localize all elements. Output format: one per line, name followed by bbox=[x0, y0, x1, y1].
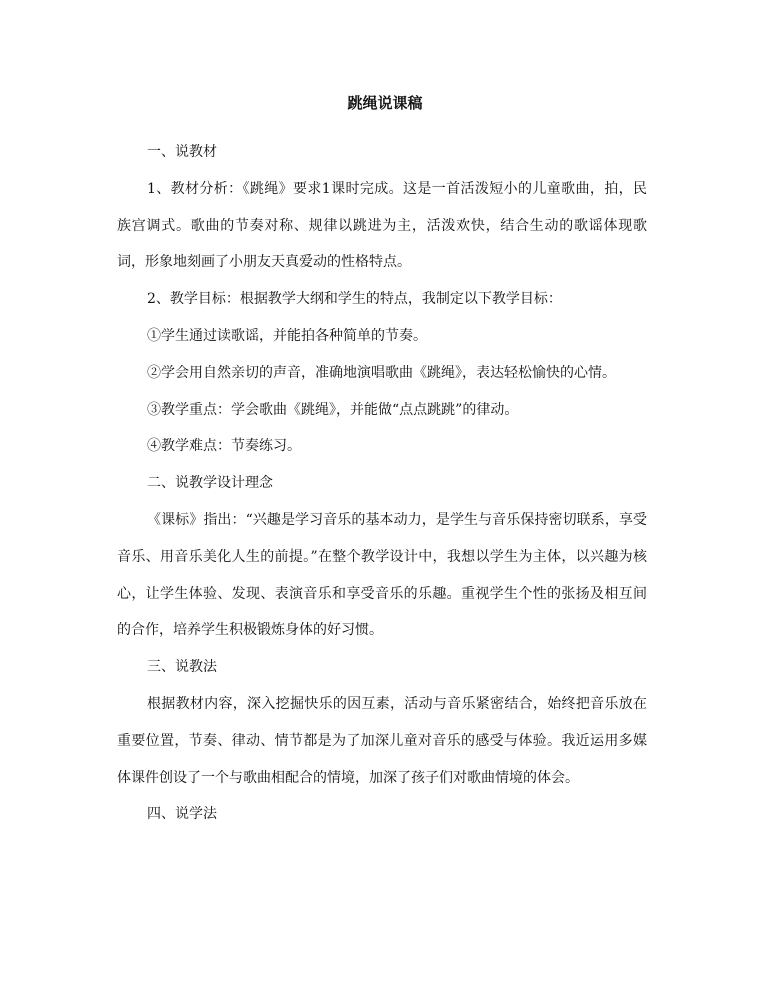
section-heading-learning-method: 四、说学法 bbox=[147, 806, 217, 823]
paragraph-teaching-goals: 2、教学目标：根据教学大纲和学生的特点，我制定以下教学目标： bbox=[147, 291, 562, 308]
paragraph-teaching-method: 根据教材内容，深入挖掘快乐的因互素，活动与音乐紧密结合，始终把音乐放在重要位置，节奏、律动、情节都是为了加深儿童对音乐的感受与体验。我近运用多媒体课件创设了一个与歌曲相配合的情境，加深了孩子们对歌曲情境的体会。 bbox=[117, 695, 647, 786]
section-heading-teaching-method: 三、说教法 bbox=[147, 659, 217, 676]
goal-item-2: ②学会用自然亲切的声音，准确地演唱歌曲《跳绳》，表达轻松愉快的心情。 bbox=[147, 364, 616, 381]
goal-item-4: ④教学难点：节奏练习。 bbox=[147, 438, 301, 455]
section-heading-design-concept: 二、说教学设计理念 bbox=[147, 475, 273, 492]
goal-item-1: ①学生通过读歌谣，并能拍各种简单的节奏。 bbox=[147, 327, 427, 344]
paragraph-material-analysis: 1、教材分析：《跳绳》要求1课时完成。这是一首活泼短小的儿童歌曲，拍，民族宫调式。歌曲的节奏对称、规律以跳进为主，活泼欢快，结合生动的歌谣体现歌词，形象地刻画了小朋友天真爱动的性格特点。 bbox=[117, 180, 647, 271]
goal-item-3: ③教学重点：学会歌曲《跳绳》，并能做“点点跳跳”的律动。 bbox=[147, 401, 519, 418]
section-heading-teaching-material: 一、说教材 bbox=[147, 144, 217, 160]
document-title: 跳绳说课稿 bbox=[347, 94, 423, 112]
document-body bbox=[117, 134, 647, 833]
paragraph-design-concept: 《课标》指出：“兴趣是学习音乐的基本动力，是学生与音乐保持密切联系，享受音乐、用音乐美化人生的前提。”在整个教学设计中，我想以学生为主体，以兴趣为核心，让学生体验、发现、表演音乐和享受音乐的乐趣。重视学生个性的张扬及相互间的合作，培养学生积极锻炼身体的好习惯。 bbox=[117, 511, 647, 639]
